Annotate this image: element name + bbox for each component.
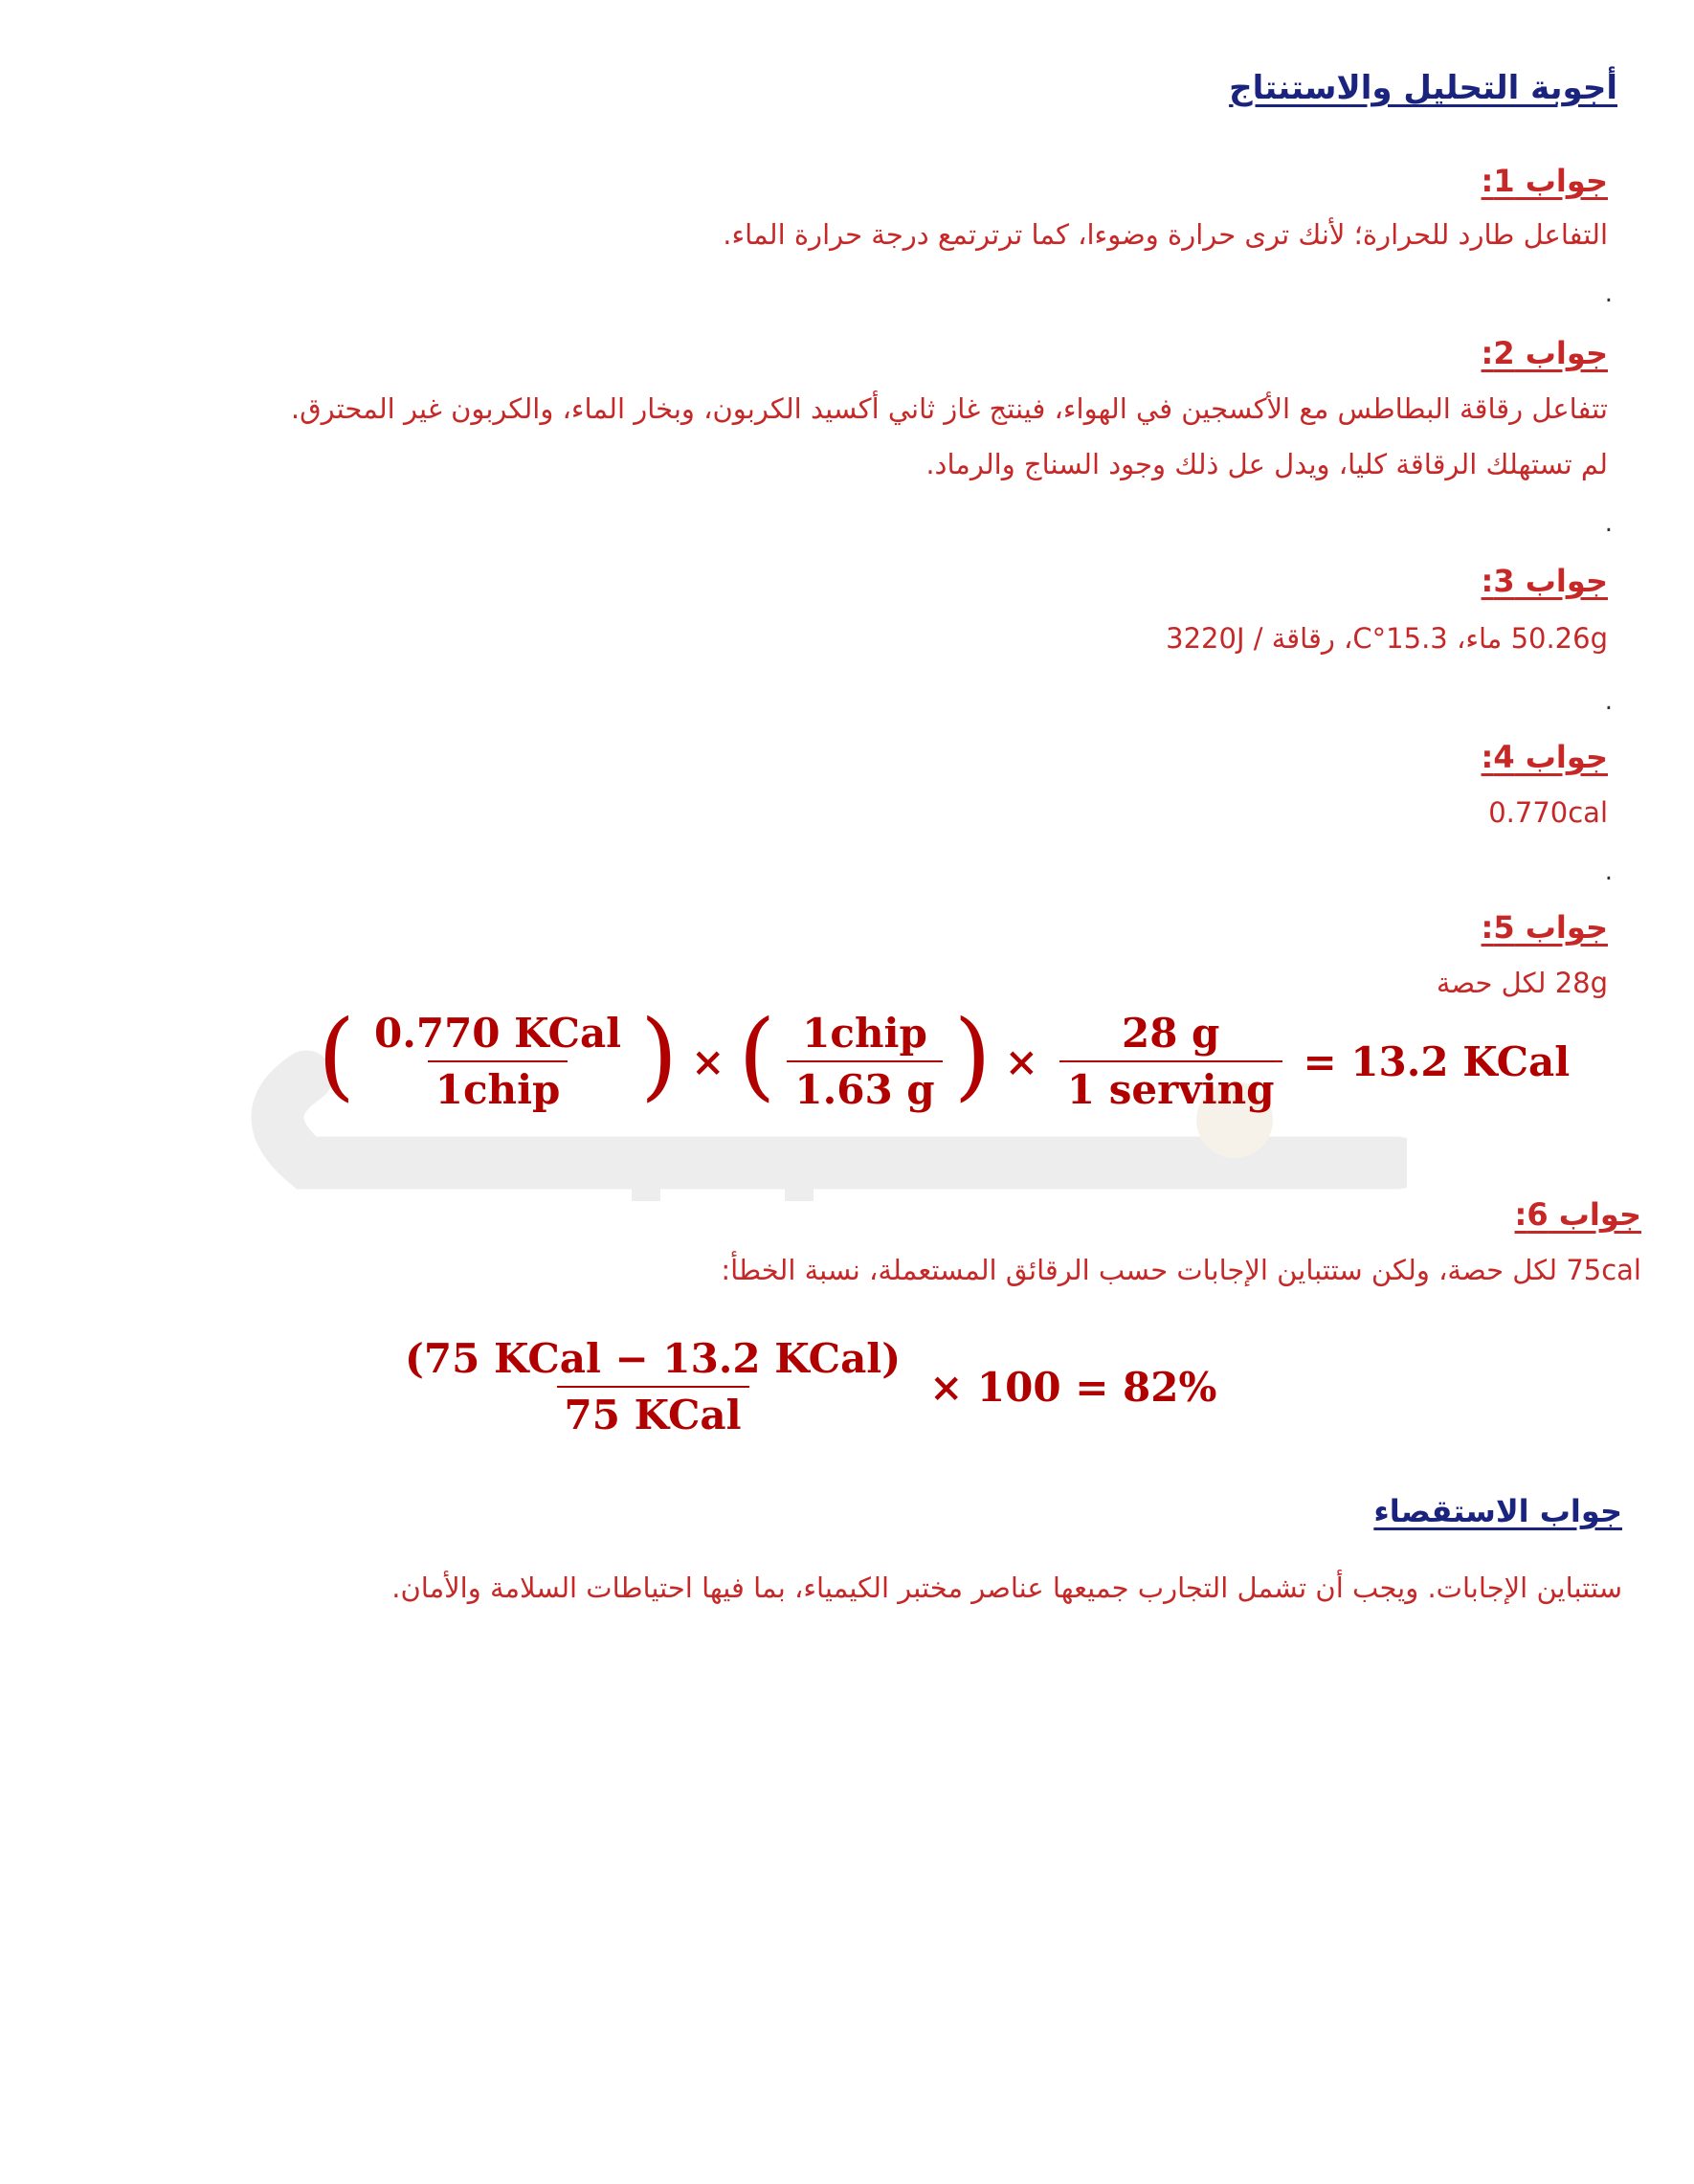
answer-1-heading: جواب 1:	[1481, 163, 1608, 199]
answer-2-heading: جواب 2:	[1481, 335, 1608, 371]
answer-4-text: 0.770cal	[1488, 796, 1608, 829]
separator-dot: .	[1604, 279, 1613, 308]
equation-calories-per-serving	[316, 999, 1581, 1113]
left-paren: (	[318, 999, 356, 1111]
times-sign: ×	[691, 1037, 725, 1085]
right-paren: )	[640, 999, 679, 1111]
equation-result: = 13.2 KCal	[1303, 1037, 1571, 1085]
separator-dot: .	[1604, 858, 1613, 886]
denominator: 1.63 g	[787, 1060, 942, 1113]
separator-dot: .	[1604, 687, 1613, 716]
separator-dot: .	[1604, 509, 1613, 538]
answer-2-line-1: تتفاعل رقاقة البطاطس مع الأكسجين في الهواء، فينتج غاز ثاني أكسيد الكربون، وبخار الماء، والكربون غير المحترق.	[290, 392, 1608, 425]
page-title: أجوبة التحليل والاستنتاج	[1229, 69, 1617, 107]
equation-percent-error	[388, 1335, 1228, 1438]
answer-3-text: 50.26g ماء، 15.3°C، رقاقة / 3220J	[1166, 622, 1608, 655]
denominator: 1chip	[428, 1060, 568, 1113]
numerator: 1chip	[802, 1010, 927, 1057]
numerator: 28 g	[1121, 1010, 1220, 1057]
denominator: 1 serving	[1059, 1060, 1282, 1113]
answer-6-heading: جواب 6:	[1514, 1196, 1641, 1233]
answer-5-text: 28g لكل حصة	[1436, 967, 1608, 999]
left-paren: (	[738, 999, 776, 1111]
fraction-grams-per-serving	[1059, 1010, 1282, 1113]
answer-2-line-2: لم تستهلك الرقاقة كليا، ويدل عل ذلك وجود السناج والرماد.	[925, 448, 1608, 480]
right-paren: )	[953, 999, 992, 1111]
inquiry-heading: جواب الاستقصاء	[1373, 1493, 1622, 1529]
fraction-kcal-per-chip	[367, 1010, 629, 1113]
answer-3-heading: جواب 3:	[1481, 563, 1608, 599]
fraction-error	[397, 1335, 908, 1438]
numerator: (75 KCal − 13.2 KCal)	[405, 1335, 902, 1382]
inquiry-text: ستتباين الإجابات. ويجب أن تشمل التجارب جميعها عناصر مختبر الكيمياء، بما فيها احتياطات السلامة والأمان.	[391, 1571, 1622, 1604]
times-sign: ×	[1004, 1037, 1038, 1085]
answer-1-text: التفاعل طارد للحرارة؛ لأنك ترى حرارة وضوءا، كما ترترتمع درجة حرارة الماء.	[723, 218, 1608, 251]
denominator: 75 KCal	[557, 1386, 749, 1438]
equation-result: × 100 = 82%	[929, 1363, 1217, 1411]
answer-6-text: 75cal لكل حصة، ولكن ستتباين الإجابات حسب الرقائق المستعملة، نسبة الخطأ:	[721, 1254, 1641, 1286]
answer-4-heading: جواب 4:	[1481, 739, 1608, 775]
answer-5-heading: جواب 5:	[1481, 909, 1608, 946]
numerator: 0.770 KCal	[374, 1010, 622, 1057]
fraction-chip-per-gram	[787, 1010, 942, 1113]
